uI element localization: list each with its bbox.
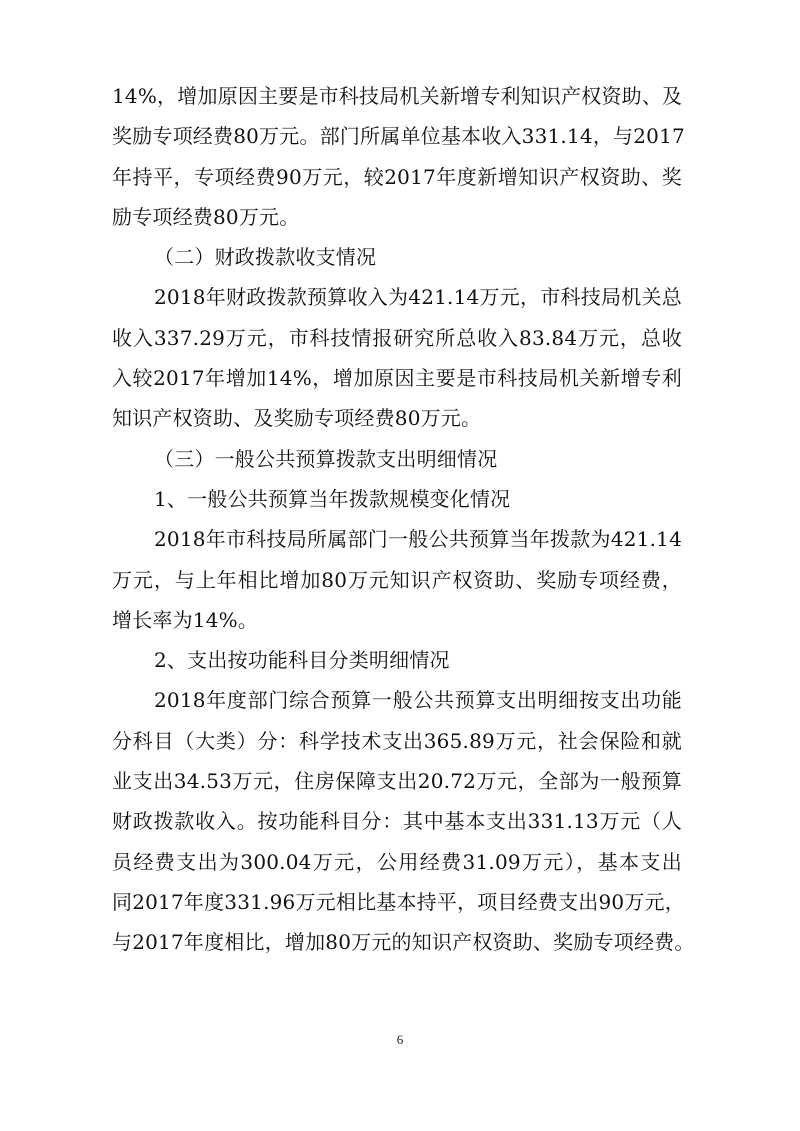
text-line: 2018年度部门综合预算一般公共预算支出明细按支出功能 xyxy=(154,688,682,713)
text-line: 分科目（大类）分：科学技术支出365.89万元，社会保险和就 xyxy=(112,728,682,753)
text-line: 知识产权资助、及奖励专项经费80万元。 xyxy=(112,406,482,431)
page-number: 6 xyxy=(396,1032,404,1047)
text-line: 业支出34.53万元，住房保障支出20.72万元，全部为一般预算 xyxy=(112,769,682,794)
section-heading: （三）一般公共预算拨款支出明细情况 xyxy=(154,446,498,471)
text-line: 年持平，专项经费90万元，较2017年度新增知识产权资助、奖 xyxy=(112,164,682,189)
text-line: 14%，增加原因主要是市科技局机关新增专利知识产权资助、及 xyxy=(112,84,683,108)
section-heading: （二）财政拨款收支情况 xyxy=(154,245,377,270)
text-line: 励专项经费80万元。 xyxy=(112,204,300,229)
body-text xyxy=(112,76,695,963)
text-line: 2018年市科技局所属部门一般公共预算当年拨款为421.14 xyxy=(154,527,682,552)
text-line: 2018年财政拨款预算收入为421.14万元，市科技局机关总 xyxy=(154,285,682,310)
text-line: 员经费支出为300.04万元，公用经费31.09万元），基本支出 xyxy=(112,849,682,874)
text-line: 财政拨款收入。按功能科目分：其中基本支出331.13万元（人 xyxy=(112,809,682,834)
subsection-heading: 1、一般公共预算当年拨款规模变化情况 xyxy=(154,486,511,511)
text-line: 奖励专项经费80万元。部门所属单位基本收入331.14，与2017 xyxy=(112,124,685,149)
text-line: 增长率为14%。 xyxy=(112,607,259,632)
text-line: 万元，与上年相比增加80万元知识产权资助、奖励专项经费， xyxy=(112,567,682,592)
text-line: 收入337.29万元，市科技情报研究所总收入83.84万元，总收 xyxy=(112,325,682,350)
subsection-heading: 2、支出按功能科目分类明细情况 xyxy=(154,648,450,673)
text-line: 与2017年度相比，增加80万元的知识产权资助、奖励专项经费。 xyxy=(112,930,695,955)
text-line: 入较2017年增加14%，增加原因主要是市科技局机关新增专利 xyxy=(112,366,682,391)
text-line: 同2017年度331.96万元相比基本持平，项目经费支出90万元， xyxy=(112,889,685,914)
